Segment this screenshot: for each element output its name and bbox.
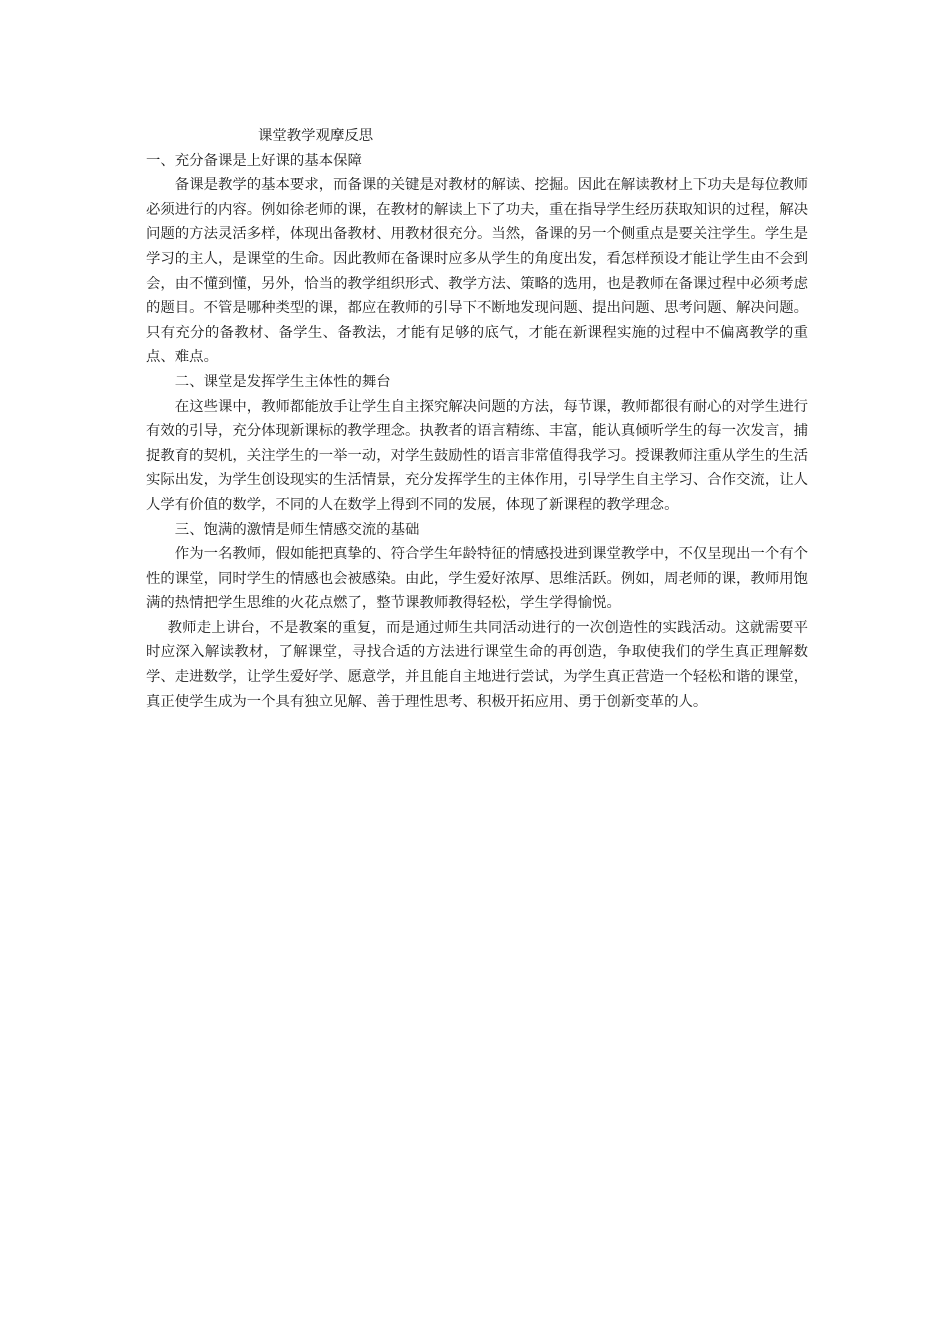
section-1-paragraph-1: 备课是教学的基本要求，而备课的关键是对教材的解读、挖掘。因此在解读教材上下功夫是每位教师必须进行的内容。例如徐老师的课，在教材的解读上下了功夫，重在指导学生经历获取知识的过程，解决问题的方法灵活多样，体现出备教材、用教材很充分。当然，备课的另一个侧重点是要关注学生。学生是学习的主人，是课堂的生命。因此教师在备课时应多从学生的角度出发，看怎样预设才能让学生由不会到会，由不懂到懂，另外，恰当的教学组织形式、教学方法、策略的选用，也是教师在备课过程中必须考虑的题目。不管是哪种类型的课，都应在教师的引导下不断地发现问题、提出问题、思考问题、解决问题。只有充分的备教材、备学生、备教法，才能有足够的底气，才能在新课程实施的过程中不偏离教学的重点、难点。 — [146, 177, 808, 366]
section-heading-2: 二、课堂是发挥学生主体性的舞台 — [174, 373, 391, 390]
section-heading-3: 三、饱满的激情是师生情感交流的基础 — [174, 521, 420, 538]
document-body — [146, 124, 808, 714]
section-3-paragraph-2: 教师走上讲台，不是教案的重复，而是通过师生共同活动进行的一次创造性的实践活动。这就需要平时应深入解读教材，了解课堂，寻找合适的方法进行课堂生命的再创造，争取使我们的学生真正理解数学、走进数学，让学生爱好学、愿意学，并且能自主地进行尝试，为学生真正营造一个轻松和谐的课堂，真正使学生成为一个具有独立见解、善于理性思考、积极开拓应用、勇于创新变革的人。 — [146, 619, 808, 710]
document-title: 课堂教学观摩反思 — [258, 128, 374, 144]
section-2-paragraph-1: 在这些课中，教师都能放手让学生自主探究解决问题的方法，每节课，教师都很有耐心的对学生进行有效的引导，充分体现新课标的教学理念。执教者的语言精练、丰富，能认真倾听学生的每一次发言，捕捉教育的契机，关注学生的一举一动，对学生鼓励性的语言非常值得我学习。授课教师注重从学生的生活实际出发，为学生创设现实的生活情景，充分发挥学生的主体作用，引导学生自主学习、合作交流，让人人学有价值的数学，不同的人在数学上得到不同的发展，体现了新课程的教学理念。 — [146, 398, 808, 513]
section-3-paragraph-1: 作为一名教师，假如能把真挚的、符合学生年龄特征的情感投进到课堂教学中，不仅呈现出一个有个性的课堂，同时学生的情感也会被感染。由此，学生爱好浓厚、思维活跃。例如，周老师的课，教师用饱满的热情把学生思维的火花点燃了，整节课教师教得轻松，学生学得愉悦。 — [146, 546, 808, 612]
section-heading-1: 一、充分备课是上好课的基本保障 — [146, 152, 362, 169]
